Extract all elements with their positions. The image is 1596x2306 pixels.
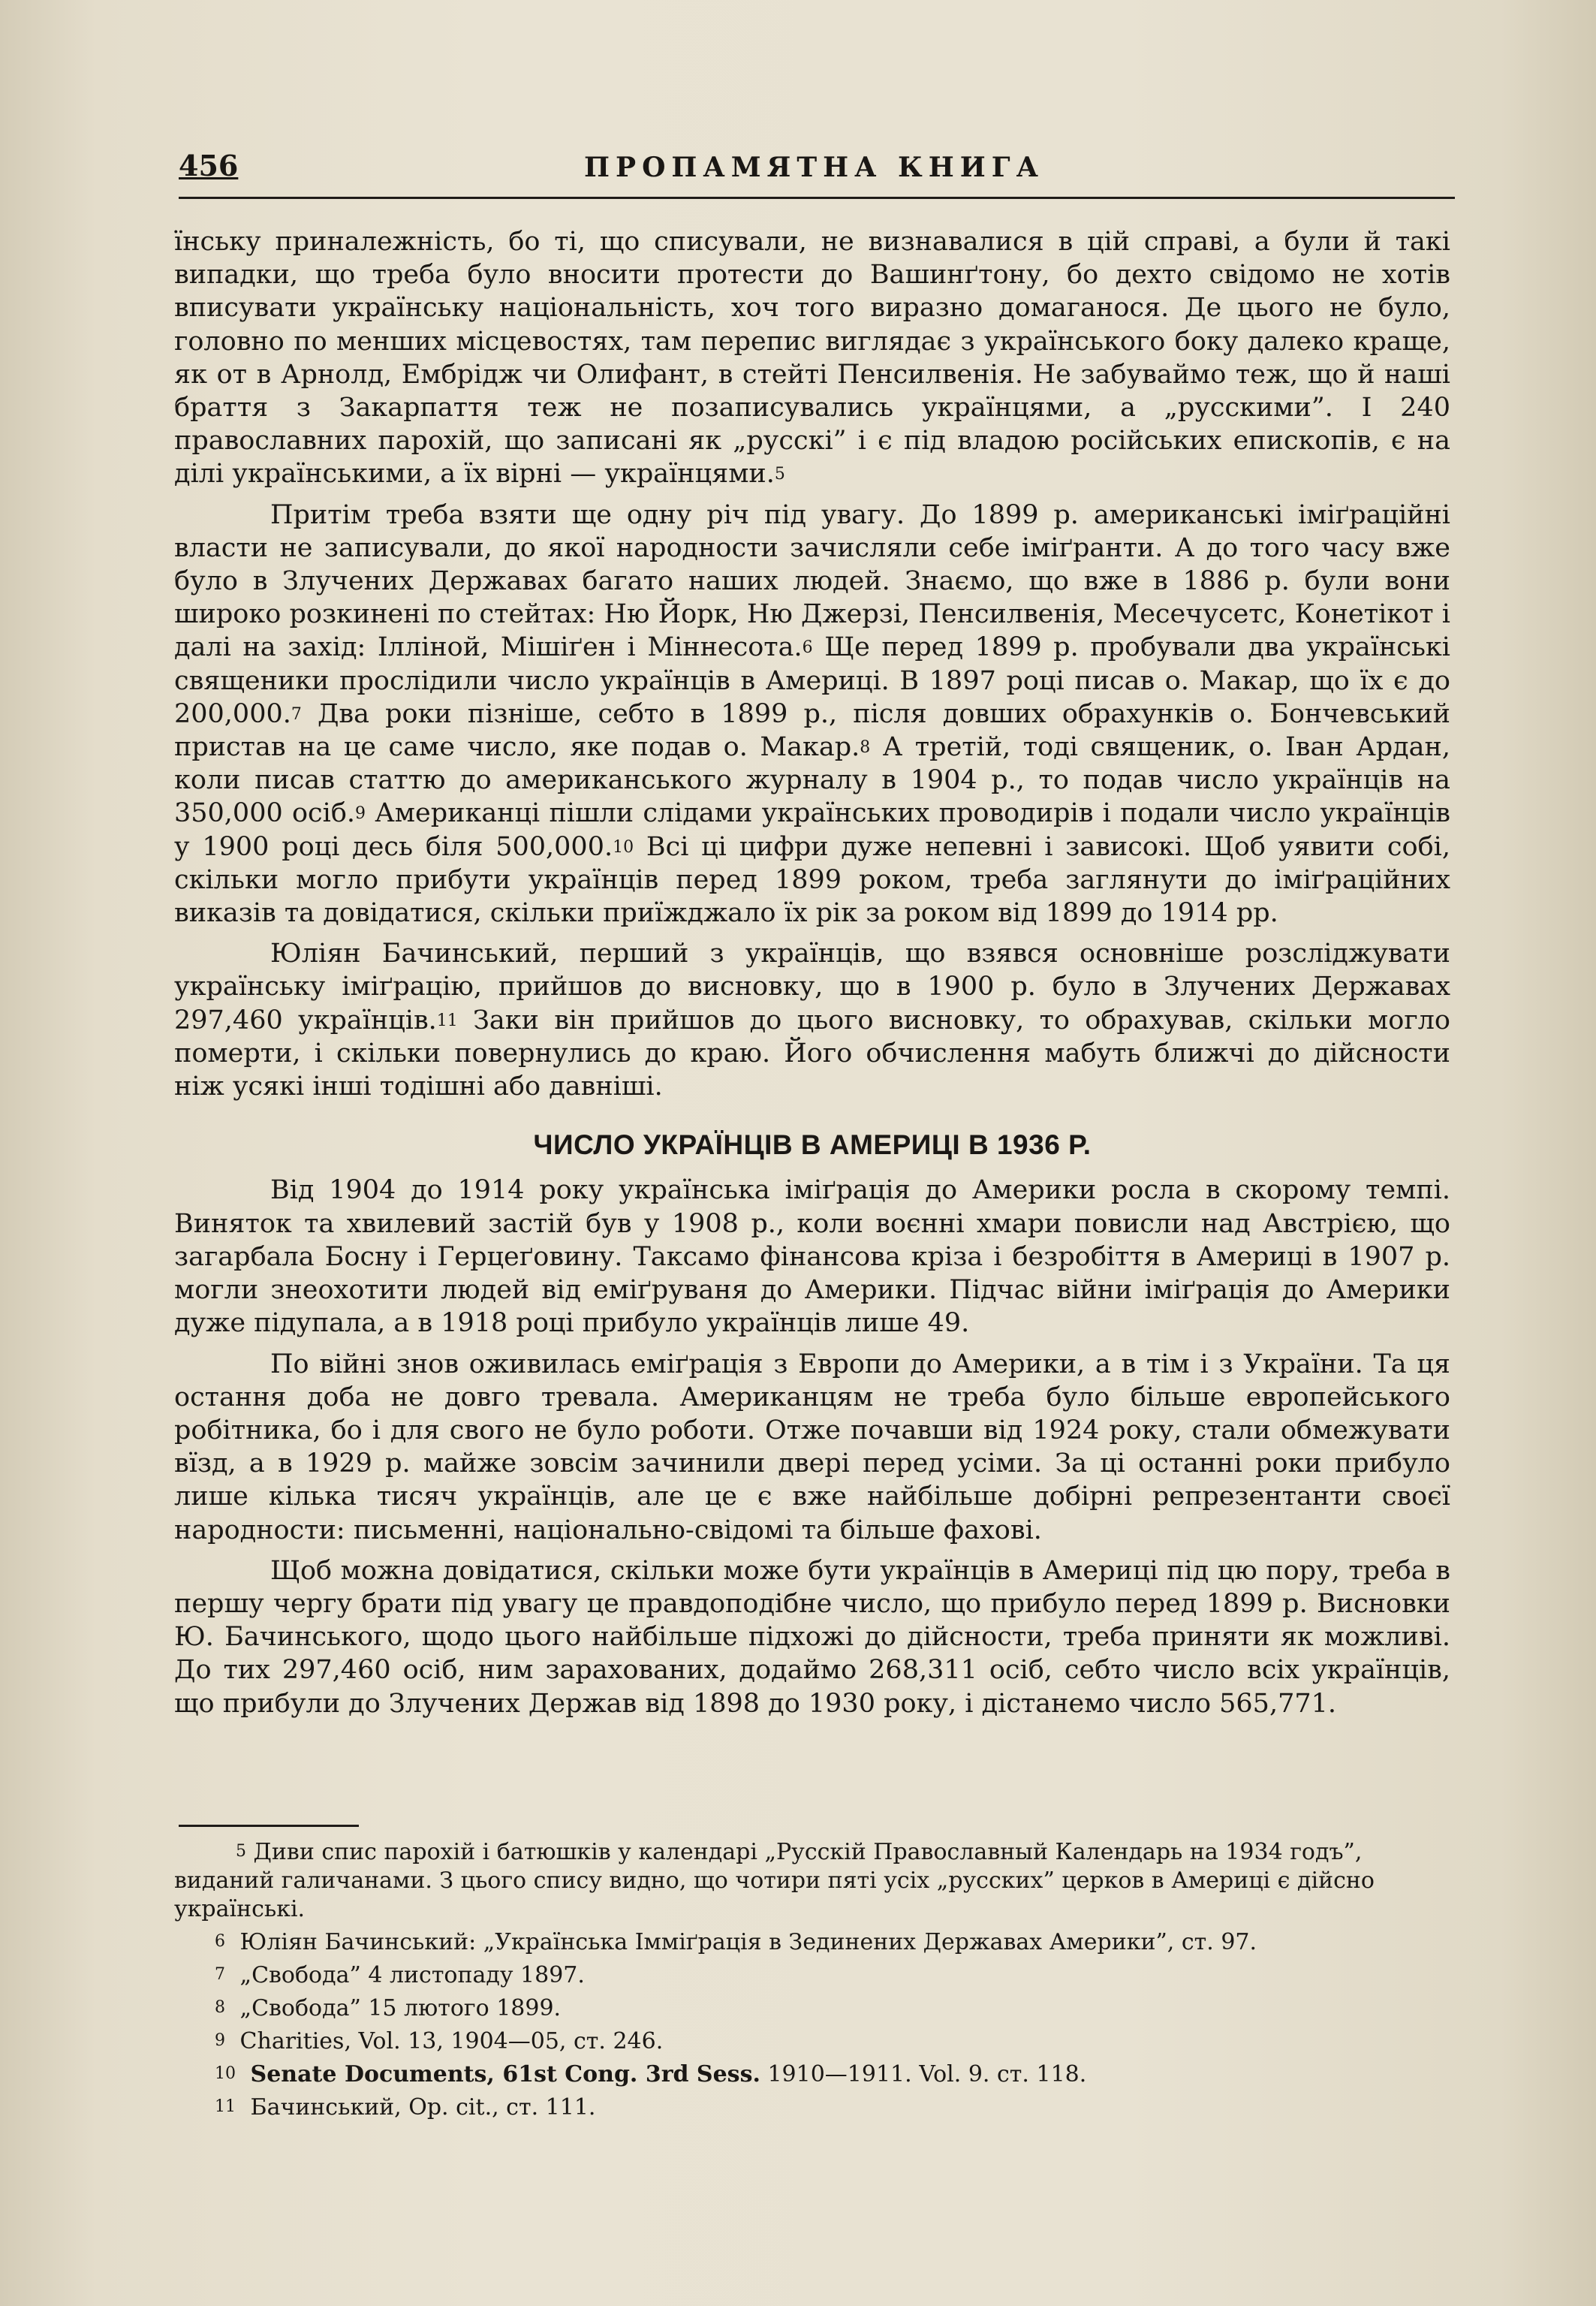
footnote-text: Диви спис парохій і батюшків у календарі „Русскій Православный Календарь на 1934 годъ”, виданий галичанами. З цього спису видно, що чотири пяті усіх „русских” церков в Америці є дійсно українські.: [174, 1839, 1375, 1922]
paragraph: [174, 937, 1450, 1103]
footnote-source-title: Senate Documents, 61st Cong. 3rd Sess.: [250, 2061, 760, 2087]
footnote-text: 1910—1911. Vol. 9. ст. 118.: [760, 2061, 1087, 2087]
paragraph-text: Ще перед 1899 р. пробували два українські священики прослідили число українців в Америці. В 1897 році писав о. Макар, що їх є до 200,000.: [174, 632, 1450, 729]
footnote-number: 9: [215, 2031, 225, 2050]
footnote: [174, 1961, 1450, 1990]
paragraph-text: Американці пішли слідами українських проводирів і подали число українців у 1900 році десь біля 500,000.: [174, 798, 1450, 862]
footnote: [174, 1994, 1450, 2023]
paragraph: Від 1904 до 1914 року українська іміґрація до Америки росла в скорому темпі. Виняток та хвилевий застій був у 1908 р., коли воєнні хмари повисли над Австрією, що загарбала Босну і Герцеґовину. Таксамо фінансова кріза і безробіття в Америці в 1907 р. могли знеохотити людей від еміґруваня до Америки. Підчас війни іміґрація до Америки дуже підупала, а в 1918 році прибуло українців лише 49.: [174, 1175, 1450, 1339]
footnote-text: Charities, Vol. 13, 1904—05, ст. 246.: [239, 2028, 664, 2054]
paragraph-text: А третій, тоді священик, о. Іван Ардан, коли писав статтю до американського журналу в 1904 р., то подав число українців на 350,000 осіб.: [174, 732, 1450, 829]
footnote-text: „Свобода” 15 лютого 1899.: [239, 1995, 562, 2021]
paragraph-text: Юліян Бачинський, перший з українців, що взявся основніше розсліджувати українську іміґрацію, прийшов до висновку, що в 1900 р. було в Злучених Державах 297,460 українців.: [174, 939, 1450, 1035]
footnote-ref: 8: [860, 738, 871, 758]
section-heading: ЧИСЛО УКРАЇНЦІВ В АМЕРИЦІ В 1936 Р.: [533, 1129, 1092, 1161]
footnote-ref: 6: [802, 638, 813, 658]
footnote-ref: 11: [436, 1011, 458, 1030]
paragraph-text: Всі ці цифри дуже непевні і зависокі. Щоб уявити собі, скільки могло прибути українців перед 1899 роком, треба заглянути до іміґраційних виказів та довідатися, скільки приїжджало їх рік за роком від 1899 до 1914 рр.: [174, 831, 1450, 929]
footnote: [174, 2027, 1450, 2056]
paragraph-text: Заки він прийшов до цього висновку, то обрахував, скільки могло померти, і скільки повернулись до краю. Його обчислення мабуть ближчі до дійсности ніж усякі інші тодішні або давніші.: [174, 1005, 1450, 1102]
footnote-number: 7: [215, 1965, 225, 1984]
footnote-number: 10: [215, 2064, 236, 2083]
footnote-number: 11: [215, 2097, 236, 2116]
footnote: [174, 1928, 1450, 1957]
page-header: [179, 144, 1455, 199]
paragraph-text: Два роки пізніше, себто в 1899 р., після довших обрахунків о. Бончевський пристав на це саме число, яке подав о. Макар.: [174, 698, 1450, 763]
paragraph: [174, 225, 1450, 491]
footnote: [174, 2060, 1450, 2089]
page-number: 456: [179, 149, 239, 182]
paragraph-text: Притім треба взяти ще одну річ під увагу. До 1899 р. американські іміґраційні власти не записували, до якої народности зачисляли себе іміґранти. А до того часу вже було в Злучених Державах багато наших людей. Знаємо, що вже в 1886 р. були вони широко розкинені по стейтах: Ню Йорк, Ню Джерзі, Пенсилвенія, Месечусетс, Конетікот і далі на захід: Ілліной, Мішіґен і Міннесота.: [174, 499, 1450, 663]
paragraph: [174, 499, 1450, 930]
footnote-divider: [179, 1825, 359, 1827]
footnotes: [174, 1838, 1450, 2127]
running-title: ПРОПАМЯТНА КНИГА: [584, 152, 1044, 183]
footnote-ref: 7: [291, 704, 302, 724]
footnote-ref: 9: [355, 804, 366, 824]
footnote-ref: 10: [613, 837, 634, 857]
footnote-number: 6: [215, 1932, 225, 1951]
footnote-number: 5: [236, 1842, 246, 1861]
footnote-text: Юліян Бачинський: „Українська Імміґрація в Зединених Державах Америки”, ст. 97.: [239, 1929, 1257, 1955]
footnote-text: Бачинський, Op. cit., ст. 111.: [250, 2094, 596, 2121]
paragraph: По війні знов оживилась еміґрація з Европи до Америки, а в тім і з України. Та ця остання доба не довго тревала. Американцям не треба було більше европейського робітника, бо і для свого не було роботи. Отже почавши від 1924 року, стали обмежувати вїзд, а в 1929 р. майже зовсім зачинили двері перед усіми. За ці останні роки прибуло лише кілька тисяч українців, але це є вже найбільше добірні репрезентанти своєї народности: письменні, національно-свідомі та більше фахові.: [174, 1349, 1450, 1545]
footnote-number: 8: [215, 1998, 225, 2017]
footnote-text: „Свобода” 4 листопаду 1897.: [239, 1962, 585, 1988]
paragraph-text: їнську приналежність, бо ті, що списували, не визнавалися в цій справі, а були й такі випадки, що треба було вносити протести до Вашинґтону, бо дехто свідомо не хотів вписувати українську національність, хоч того виразно домаганося. Де цього не було, головно по менших місцевостях, там перепис виглядає з українського боку далеко краще, як от в Арнолд, Ембрідж чи Олифант, в стейті Пенсилвенія. Не забуваймо теж, що й наші браття з Закарпаття теж не позаписувались українцями, а „русскими”. І 240 православних парохій, що записані як „русскі” і є під владою російських епископів, є на ділі українськими, а їх вірні — українцями.: [174, 227, 1450, 490]
main-text: [174, 225, 1450, 1728]
footnote: [174, 2093, 1450, 2122]
footnote: [174, 1838, 1450, 1924]
footnote-ref: 5: [774, 465, 785, 484]
paragraph: Щоб можна довідатися, скільки може бути українців в Америці під цю пору, треба в першу чергу брати під увагу це правдоподібне число, що прибуло перед 1899 р. Висновки Ю. Бачинського, щодо цього найбільше підхожі до дійсности, треба приняти як можливі. До тих 297,460 осіб, ним зарахованих, додаймо 268,311 осіб, себто число всіх українців, що прибули до Злучених Держав від 1898 до 1930 року, і дістанемо число 565,771.: [174, 1555, 1450, 1719]
